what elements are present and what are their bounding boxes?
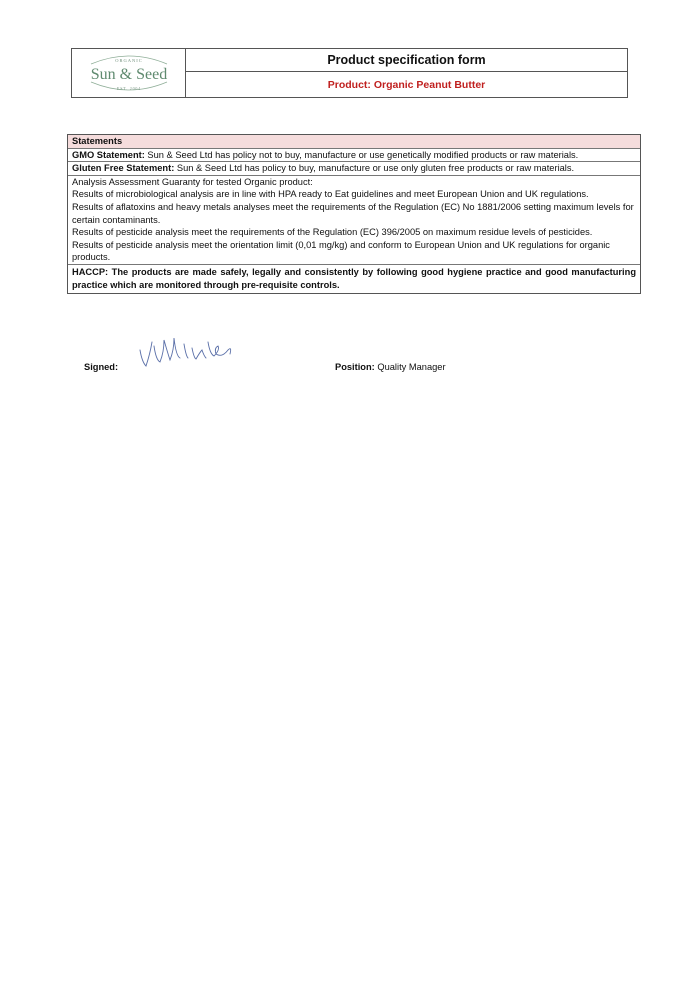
title-column bbox=[186, 49, 627, 97]
gmo-statement bbox=[68, 149, 640, 163]
analysis-line: Results of microbiological analysis are in line with HPA ready to Eat guidelines and meet European Union and UK regulations. bbox=[72, 189, 589, 200]
haccp-statement: HACCP: The products are made safely, legally and consistently by following good hygiene practice and good manufacturing practice which are monitored through pre-requisite controls. bbox=[72, 266, 636, 290]
form-title: Product specification form bbox=[186, 49, 627, 72]
logo-top-text: ORGANIC bbox=[114, 58, 143, 63]
logo-cell bbox=[72, 49, 186, 97]
analysis-line: Results of aflatoxins and heavy metals analyses meet the requirements of the Regulation (EC) No 1881/2006 setting maximum levels for certain contaminants. bbox=[72, 201, 634, 225]
gmo-text: Sun & Seed Ltd has policy not to buy, manufacture or use genetically modified products or raw materials. bbox=[144, 149, 579, 160]
handwritten-signature bbox=[134, 332, 244, 372]
analysis-line: Results of pesticide analysis meet the orientation limit (0,01 mg/kg) and conform to European Union and UK regulations for organic products. bbox=[72, 239, 610, 263]
gmo-label: GMO Statement: bbox=[72, 149, 145, 160]
gluten-statement bbox=[68, 162, 640, 176]
statements-table bbox=[67, 134, 641, 294]
product-name: Product: Organic Peanut Butter bbox=[327, 78, 486, 91]
header-table bbox=[71, 48, 628, 98]
position-label: Position: bbox=[335, 362, 375, 372]
analysis-line: Results of pesticide analysis meet the requirements of the Regulation (EC) 396/2005 on maximum residue levels of pesticides. bbox=[72, 227, 593, 238]
signed-label: Signed: bbox=[84, 362, 119, 372]
analysis-line: Analysis Assessment Guaranty for tested Organic product: bbox=[72, 176, 313, 187]
position-field bbox=[335, 362, 446, 372]
position-value: Quality Manager bbox=[374, 362, 446, 372]
sun-and-seed-logo bbox=[79, 50, 179, 96]
statements-heading: Statements bbox=[68, 135, 640, 149]
gluten-label: Gluten Free Statement: bbox=[72, 163, 175, 174]
logo-brand-text: Sun & Seed bbox=[90, 66, 167, 83]
logo-bottom-text: EST. 2004 bbox=[116, 86, 141, 91]
signature-area bbox=[0, 330, 700, 390]
gluten-text: Sun & Seed Ltd has policy to buy, manufacture or use only gluten free products or raw materials. bbox=[174, 163, 575, 174]
analysis-statement bbox=[68, 176, 640, 265]
